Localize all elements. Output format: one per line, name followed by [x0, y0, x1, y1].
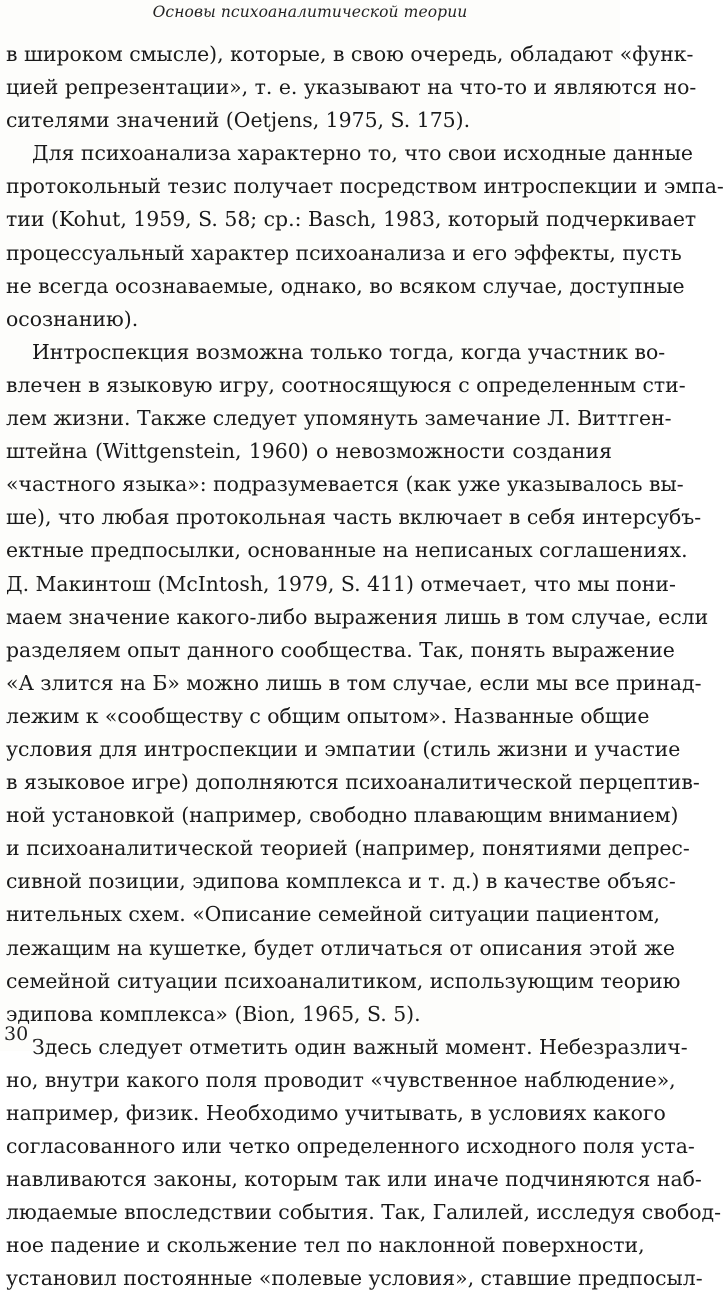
- text-line: Интроспекция возможна только тогда, когда участник во-: [32, 339, 666, 364]
- text-line: процессуальный характер психоанализа и его эффекты, пусть: [6, 240, 682, 265]
- text-line: Для психоанализа характерно то, что свои исходные данные: [32, 141, 694, 166]
- text-line: в широком смысле), которые, в свою очередь, обладают «функ-: [6, 42, 694, 66]
- text-line: согласованного или четко определенного исходного поля уста-: [6, 1134, 695, 1159]
- text-line: цией репрезентации», т. е. указывают на что-то и являются но-: [6, 75, 697, 100]
- text-line: в языковое игре) дополняются психоаналитической перцептив-: [6, 770, 700, 795]
- text-line: ше), что любая протокольная часть включает в себя интерсубъ-: [6, 505, 702, 530]
- text-line: ектные предпосылки, основанные на неписаных соглашениях.: [6, 538, 688, 563]
- text-line: осознанию).: [6, 306, 139, 331]
- text-line: лежим к «сообществу с общим опытом». Названные общие: [6, 703, 650, 728]
- text-line: протокольный тезис получает посредством интроспекции и эмпа-: [6, 174, 724, 199]
- text-line: Д. Макинтош (McIntosh, 1979, S. 411) отмечает, что мы пони-: [6, 571, 676, 596]
- text-line: например, физик. Необходимо учитывать, в условиях какого: [6, 1101, 666, 1125]
- text-line: ное падение и скольжение тел по наклонной поверхности,: [6, 1233, 645, 1258]
- text-line: сителями значений (Oetjens, 1975, S. 175).: [6, 108, 471, 133]
- text-line: маем значение какого-либо выражения лишь в том случае, если: [6, 604, 709, 629]
- text-line: лем жизни. Также следует упомянуть замечание Л. Виттген-: [6, 406, 672, 431]
- text-line: сивной позиции, эдипова комплекса и т. д.) в качестве объяс-: [6, 869, 676, 894]
- text-line: нительных схем. «Описание семейной ситуации пациентом,: [6, 902, 661, 927]
- text-line: Здесь следует отметить один важный момент. Небезразлич-: [32, 1034, 688, 1059]
- body-text: [6, 38, 724, 1296]
- text-line: и психоаналитической теорией (например, понятиями депрес-: [6, 836, 690, 861]
- text-line: навливаются законы, которым так или иначе подчиняются наб-: [6, 1167, 702, 1192]
- text-line: семейной ситуации психоаналитиком, использующим теорию: [6, 968, 681, 993]
- page-number: 30: [4, 1023, 29, 1045]
- text-line: влечен в языковую игру, соотносящуюся с определенным сти-: [6, 372, 686, 397]
- text-line: «частного языка»: подразумевается (как уже указывалось вы-: [6, 472, 684, 497]
- text-line: лежащим на кушетке, будет отличаться от описания этой же: [6, 935, 675, 960]
- text-line: но, внутри какого поля проводит «чувственное наблюдение»,: [6, 1067, 676, 1092]
- running-head: Основы психоаналитической теории: [152, 3, 468, 21]
- text-line: эдипова комплекса» (Bion, 1965, S. 5).: [6, 1001, 421, 1026]
- text-line: штейна (Wittgenstein, 1960) о невозможности создания: [6, 439, 612, 464]
- text-line: людаемые впоследствии события. Так, Галилей, исследуя свобод-: [6, 1200, 721, 1225]
- text-line: тии (Kohut, 1959, S. 58; ср.: Basch, 1983, который подчеркивает: [6, 207, 697, 232]
- text-line: ной установкой (например, свободно плавающим вниманием): [6, 803, 679, 828]
- text-line: условия для интроспекции и эмпатии (стиль жизни и участие: [6, 736, 681, 761]
- text-line: установил постоянные «полевые условия», ставшие предпосыл-: [6, 1266, 703, 1291]
- text-line: «А злится на Б» можно лишь в том случае, если мы все принад-: [6, 670, 702, 695]
- text-line: не всегда осознаваемые, однако, во всяком случае, доступные: [6, 273, 685, 298]
- text-line: разделяем опыт данного сообщества. Так, понять выражение: [6, 637, 675, 662]
